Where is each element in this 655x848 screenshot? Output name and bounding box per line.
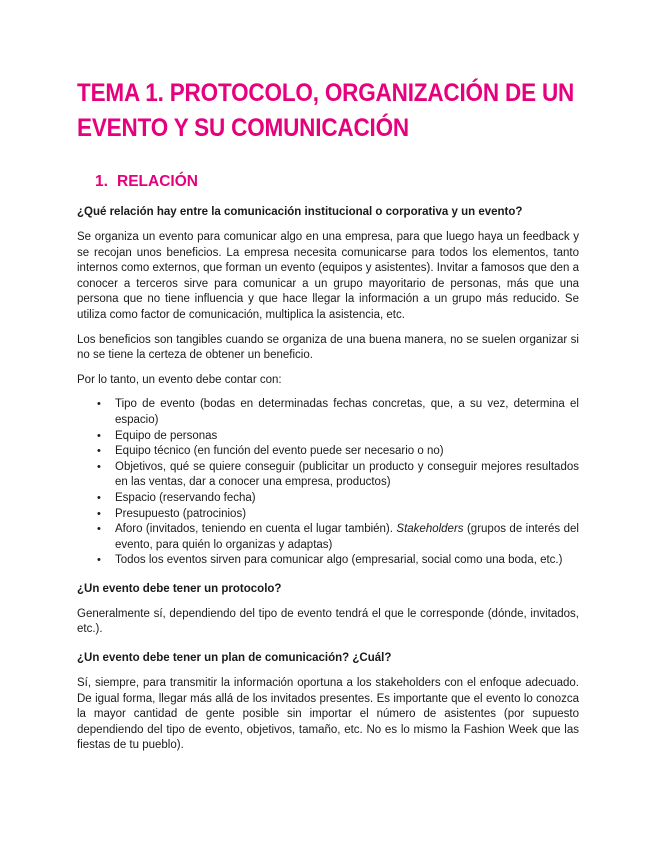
paragraph-benefits: Los beneficios son tangibles cuando se organiza de una buena manera, no se suelen organizar si no se tiene la certeza de obtener un beneficio. [77, 333, 579, 362]
paragraph-list-intro: Por lo tanto, un evento debe contar con: [77, 373, 282, 386]
list-item-aforo [77, 522, 579, 553]
question-protocol: ¿Un evento debe tener un protocolo? [77, 582, 282, 595]
aforo-text-end: (grupos de interés del evento, para quién lo organizas y adaptas) [115, 523, 579, 551]
paragraph-communication-plan: Sí, siempre, para transmitir la información oportuna a los stakeholders con el enfoque adecuado. De igual forma, llegar más allá de los invitados presentes. Es importante que el evento lo conozca la mayor cantidad de gente posible sin importar el número de asistentes (por supuesto dependiendo del tipo de evento, objetivos, tamaño, etc. No es lo mismo la Fashion Week que las fiestas de tu pueblo). [77, 677, 579, 752]
section-number: 1. [95, 173, 108, 190]
list-item: • Todos los eventos sirven para comunicar algo (empresarial, social como una boda, etc.) [77, 553, 579, 569]
list-item: • Tipo de evento (bodas en determinadas fechas concretas, que, a su vez, determina el espacio) [77, 397, 579, 428]
question-communication-plan: ¿Un evento debe tener un plan de comunicación? ¿Cuál? [77, 652, 392, 665]
document-title: TEMA 1. PROTOCOLO, ORGANIZACIÓN DE UN EVENTO Y SU COMUNICACIÓN [77, 79, 575, 142]
list-item: • Espacio (reservando fecha) [77, 491, 579, 507]
question-relation: ¿Qué relación hay entre la comunicación institucional o corporativa y un evento? [77, 206, 523, 218]
list-item: • Equipo técnico (en función del evento puede ser necesario o no) [77, 444, 579, 460]
section-label: RELACIÓN [117, 173, 198, 190]
paragraph-organization: Se organiza un evento para comunicar algo en una empresa, para que luego haya un feedback y se recojan unos beneficios. La empresa necesita comunicarse para todos los elementos, tanto internos como externos, que forman un evento (equipos y asistentes). Invitar a famosos que den a conocer a terceros sirve para comunicar a un grupo mayoritario de personas, más que una persona que no tiene influencia y que hace llegar la información a un grupo más reducido. Se utiliza como factor de comunicación, multiplica la asistencia, etc. [77, 231, 579, 321]
list-item: • Presupuesto (patrocinios) [77, 507, 579, 523]
event-requirements-list [77, 397, 579, 569]
list-item: • Equipo de personas [77, 429, 579, 445]
section-heading [95, 172, 579, 192]
aforo-text: Aforo (invitados, teniendo en cuenta el lugar también). [115, 523, 397, 536]
paragraph-protocol: Generalmente sí, dependiendo del tipo de evento tendrá el que le corresponde (dónde, invitados, etc.). [77, 607, 579, 636]
list-item: • Objetivos, qué se quiere conseguir (publicitar un producto y conseguir mejores resultados en las ventas, dar a conocer una empresa, productos) [77, 460, 579, 491]
stakeholders-term: Stakeholders [396, 523, 464, 536]
